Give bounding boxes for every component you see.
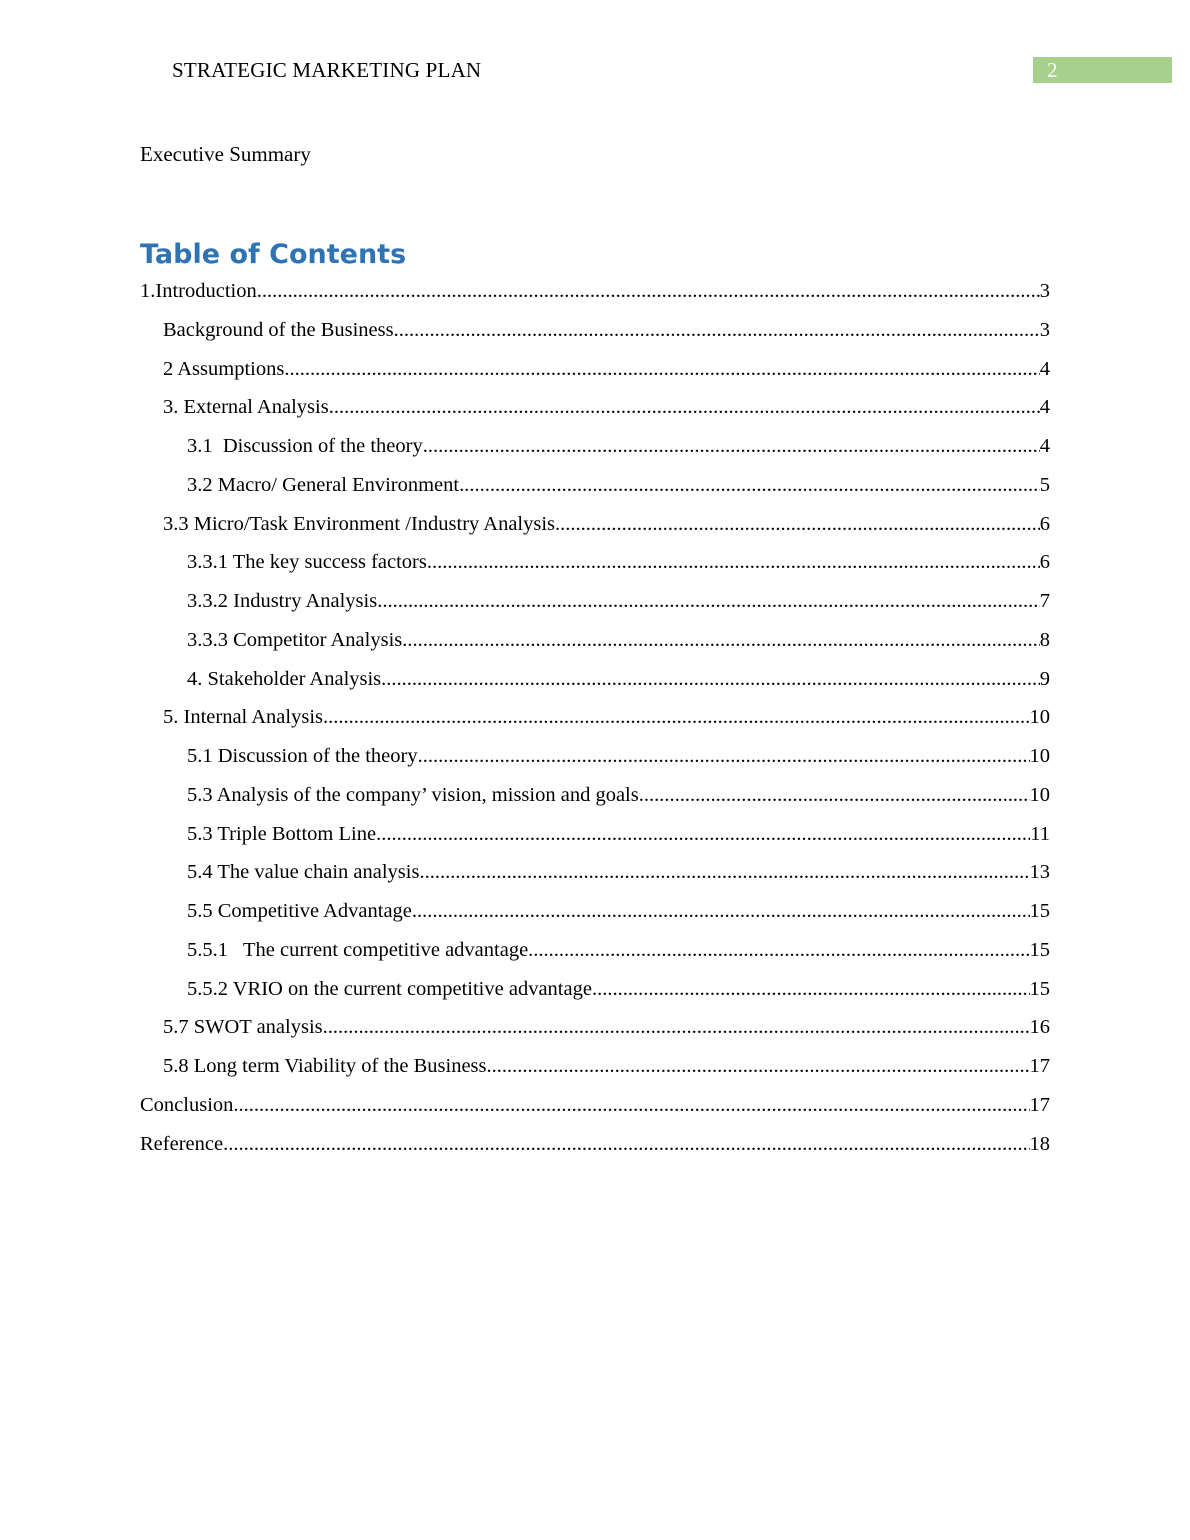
toc-entry[interactable] <box>140 1091 1050 1130</box>
toc-entry-page-number: 7 <box>1039 590 1050 612</box>
toc-entry[interactable] <box>140 471 1050 510</box>
toc-entry-page-number: 4 <box>1039 357 1050 380</box>
toc-entry-page-number: 4 <box>1039 396 1050 419</box>
toc-entry[interactable] <box>140 432 1050 471</box>
toc-entry-page-number: 3 <box>1039 280 1050 302</box>
toc-entry[interactable] <box>140 936 1050 975</box>
toc-entry[interactable] <box>140 587 1050 626</box>
toc-entry[interactable] <box>140 781 1050 820</box>
toc-dot-leader <box>412 897 1030 925</box>
toc-entry-title: 5.1 Discussion of the theory <box>187 745 418 767</box>
toc-dot-leader <box>376 820 1030 848</box>
toc-entry-title: 4. Stakeholder Analysis <box>187 667 382 690</box>
toc-entry[interactable] <box>140 1013 1050 1052</box>
toc-entry-title: 3.3.1 The key success factors <box>187 551 427 574</box>
toc-entry-page-number: 17 <box>1029 1055 1050 1077</box>
toc-entry-title: 3.3.3 Competitor Analysis <box>187 628 403 651</box>
toc-dot-leader <box>323 1013 1030 1041</box>
toc-entry[interactable] <box>140 1130 1050 1169</box>
toc-dot-leader <box>402 626 1040 654</box>
toc-entry[interactable] <box>140 820 1050 859</box>
toc-dot-leader <box>459 471 1040 499</box>
toc-entry[interactable] <box>140 975 1050 1014</box>
toc-entry-title: Background of the Business <box>163 318 394 341</box>
toc-entry-title: 1.Introduction <box>140 280 257 302</box>
toc-entry-title: Conclusion <box>140 1093 234 1116</box>
toc-entry-page-number: 9 <box>1039 667 1050 690</box>
toc-dot-leader <box>427 548 1040 576</box>
toc-entry[interactable] <box>140 277 1050 316</box>
toc-entry-page-number: 15 <box>1029 977 1050 1000</box>
toc-dot-leader <box>257 277 1040 305</box>
toc-entry-title: 3.1 Discussion of the theory <box>187 435 423 457</box>
toc-dot-leader <box>423 432 1040 460</box>
toc-entry[interactable] <box>140 897 1050 936</box>
page-number-bar <box>1033 57 1172 83</box>
toc-list <box>140 277 1050 1168</box>
document-header-title: STRATEGIC MARKETING PLAN <box>172 58 482 82</box>
toc-dot-leader <box>639 781 1030 809</box>
toc-entry-page-number: 4 <box>1039 435 1050 457</box>
toc-entry-page-number: 17 <box>1029 1093 1050 1116</box>
toc-dot-leader <box>323 703 1030 731</box>
toc-entry-title: 5.5.2 VRIO on the current competitive advantage <box>187 977 592 1000</box>
toc-dot-leader <box>394 316 1040 344</box>
toc-dot-leader <box>487 1052 1030 1080</box>
toc-entry-page-number: 15 <box>1029 900 1050 922</box>
toc-dot-leader <box>592 975 1030 1003</box>
toc-dot-leader <box>377 587 1040 615</box>
toc-entry-page-number: 5 <box>1039 473 1050 496</box>
toc-entry-page-number: 11 <box>1030 822 1050 845</box>
toc-entry-title: 5.4 The value chain analysis <box>187 861 420 884</box>
toc-entry-title: 5.7 SWOT analysis <box>163 1016 323 1039</box>
toc-entry-page-number: 10 <box>1029 783 1050 806</box>
toc-entry[interactable] <box>140 858 1050 897</box>
toc-entry-page-number: 8 <box>1039 628 1050 651</box>
toc-dot-leader <box>284 355 1039 383</box>
toc-entry-page-number: 10 <box>1029 706 1050 729</box>
toc-entry-title: 5. Internal Analysis <box>163 706 323 729</box>
toc-entry[interactable] <box>140 742 1050 781</box>
toc-entry-title: 5.8 Long term Viability of the Business <box>163 1055 487 1077</box>
toc-entry-title: Reference <box>140 1132 224 1155</box>
toc-entry-title: 5.5 Competitive Advantage <box>187 900 412 922</box>
toc-entry[interactable] <box>140 393 1050 432</box>
toc-dot-leader <box>419 858 1029 886</box>
toc-dot-leader <box>223 1130 1029 1158</box>
toc-dot-leader <box>329 393 1040 421</box>
toc-entry-title: 2 Assumptions <box>163 357 285 380</box>
toc-entry[interactable] <box>140 548 1050 587</box>
toc-entry-title: 5.3 Analysis of the company’ vision, mission and goals <box>187 783 639 806</box>
toc-entry[interactable] <box>140 665 1050 704</box>
toc-entry-page-number: 6 <box>1039 551 1050 574</box>
toc-entry[interactable] <box>140 703 1050 742</box>
toc-entry-page-number: 18 <box>1029 1132 1050 1155</box>
toc-entry-title: 5.5.1 The current competitive advantage <box>187 938 529 961</box>
toc-heading: Table of Contents <box>140 239 407 270</box>
toc-entry[interactable] <box>140 510 1050 549</box>
toc-dot-leader <box>418 742 1030 770</box>
toc-entry-title: 3. External Analysis <box>163 396 329 419</box>
toc-entry-page-number: 15 <box>1029 938 1050 961</box>
toc-entry[interactable] <box>140 355 1050 394</box>
toc-entry[interactable] <box>140 626 1050 665</box>
page-number: 2 <box>1047 58 1058 82</box>
toc-entry-title: 3.2 Macro/ General Environment <box>187 473 460 496</box>
toc-entry[interactable] <box>140 316 1050 355</box>
toc-entry-title: 3.3.2 Industry Analysis <box>187 590 378 612</box>
toc-entry[interactable] <box>140 1052 1050 1091</box>
toc-entry-title: 3.3 Micro/Task Environment /Industry Analysis <box>163 512 556 535</box>
toc-entry-page-number: 6 <box>1039 512 1050 535</box>
toc-entry-page-number: 3 <box>1039 318 1050 341</box>
toc-dot-leader <box>233 1091 1029 1119</box>
toc-entry-title: 5.3 Triple Bottom Line <box>187 822 377 845</box>
toc-dot-leader <box>528 936 1029 964</box>
toc-entry-page-number: 16 <box>1029 1016 1050 1039</box>
toc-entry-page-number: 13 <box>1029 861 1050 884</box>
toc-dot-leader <box>555 510 1040 538</box>
executive-summary-heading: Executive Summary <box>140 142 311 166</box>
toc-entry-page-number: 10 <box>1029 745 1050 767</box>
toc-dot-leader <box>381 665 1040 693</box>
